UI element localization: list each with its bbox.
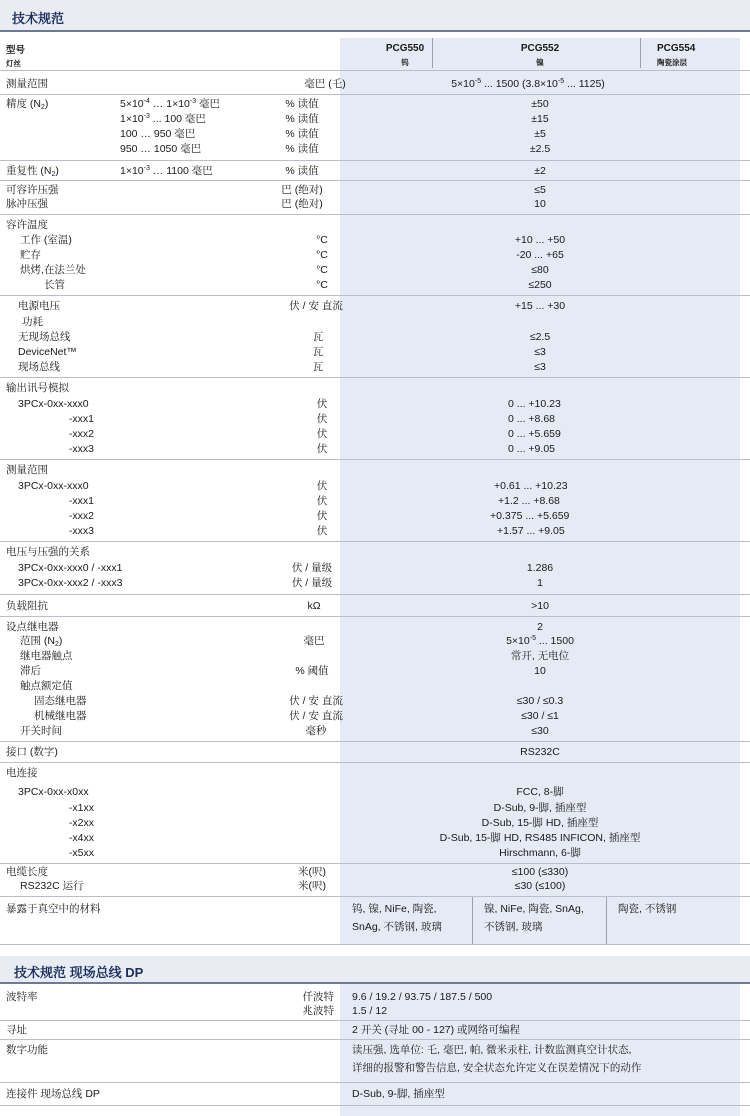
output-unit: 伏 <box>316 398 328 410</box>
electrical-model: -x5xx <box>68 847 94 859</box>
accuracy-unit: % 读值 <box>285 128 319 140</box>
interface-label: 接口 (数字) <box>6 746 58 758</box>
digital-function-label: 数字功能 <box>6 1044 48 1056</box>
electrical-value: D-Sub, 15-脚 HD, 插座型 <box>481 817 599 829</box>
temp-unit: °C <box>316 279 328 291</box>
repeatability-value: ±2 <box>534 165 546 177</box>
accuracy-label: 精度 $(N_2)$ <box>6 98 49 111</box>
power-value: ≤3 <box>534 346 546 358</box>
output-range-unit: 伏 <box>316 495 328 507</box>
output-range-value: +1.57 ... +9.05 <box>497 525 565 537</box>
power-consumption-label: 功耗 <box>22 316 43 328</box>
hysteresis-label: 滞后 <box>20 665 41 677</box>
output-range-model: -xxx3 <box>68 525 94 537</box>
load-resistance-unit: kΩ <box>307 600 321 612</box>
row-rule <box>0 459 750 460</box>
address-label: 寻址 <box>6 1024 27 1036</box>
materials-pcg554: 陶瓷, 不锈钢 <box>618 903 677 915</box>
model-pcg550: PCG550 <box>385 43 425 54</box>
temp-bakeout-label: 烘烤,在法兰处 <box>20 264 86 276</box>
row-rule <box>0 863 750 864</box>
kbaud-value: 9.6 / 19.2 / 93.75 / 187.5 / 500 <box>352 991 493 1003</box>
output-analog-label: 输出讯号模拟 <box>6 382 69 394</box>
mbaud-label: 兆波特 <box>302 1005 334 1017</box>
materials-pcg550: SnAg, 不锈钢, 玻璃 <box>352 921 442 933</box>
output-range-unit: 伏 <box>316 480 328 492</box>
power-devicenet-label: DeviceNet™ <box>18 346 77 358</box>
row-rule <box>0 944 750 945</box>
output-unit: 伏 <box>316 443 328 455</box>
vp-value: 1 <box>537 577 543 589</box>
burst-pressure-label: 脉冲压强 <box>6 198 48 210</box>
kbaud-label: 仟波特 <box>302 991 334 1003</box>
voltage-pressure-label: 电压与压强的关系 <box>6 546 90 558</box>
measuring-range-value: $5\times 10^{-5}$ ... 1500 ($3.8\times 10^{-5}$ ... 1125) <box>451 78 605 90</box>
materials-pcg552: 不锈钢, 玻璃 <box>484 921 543 933</box>
burst-pressure-unit: 巴 (绝对) <box>281 198 323 210</box>
setpoint-value: 2 <box>537 621 543 633</box>
filament-label: 灯丝 <box>6 59 21 68</box>
mbaud-value: 1.5 / 12 <box>352 1005 388 1017</box>
allowable-pressure-value: ≤5 <box>534 184 546 196</box>
allowable-pressure-unit: 巴 (绝对) <box>281 184 323 196</box>
electrical-value: D-Sub, 9-脚, 插座型 <box>493 802 587 814</box>
row-rule <box>0 741 750 742</box>
output-unit: 伏 <box>316 413 328 425</box>
accuracy-value: ±15 <box>531 113 549 125</box>
model-label: 型号 <box>6 45 26 56</box>
power-value: ≤3 <box>534 361 546 373</box>
electrical-model: -x4xx <box>68 832 94 844</box>
accuracy-range: 100 … 950 毫巴 <box>120 128 196 140</box>
col-separator <box>432 38 433 68</box>
power-fieldbus-label: 现场总线 <box>18 361 60 373</box>
row-rule <box>0 1039 750 1040</box>
temp-value: ≤80 <box>531 264 549 276</box>
vp-model: 3PCx-0xx-xxx2 / -xxx3 <box>18 577 123 589</box>
rs232-run-unit: 米(呎) <box>298 880 326 892</box>
row-rule <box>0 295 750 296</box>
temperature-label: 容许温度 <box>6 219 48 231</box>
output-range-value: +0.375 ... +5.659 <box>490 510 570 522</box>
load-resistance-value: >10 <box>531 600 549 612</box>
supply-voltage-unit: 伏 / 安 直流 <box>289 300 343 312</box>
power-no-fieldbus-label: 无现场总线 <box>18 331 71 343</box>
relay-contact-value: 常开, 无电位 <box>510 650 570 662</box>
electrical-model: -x1xx <box>68 802 94 814</box>
output-range-value: +0.61 ... +10.23 <box>494 480 568 492</box>
mech-relay-value: ≤30 / ≤1 <box>521 710 559 722</box>
repeatability-range: $1\times 10^{-3}$ … 1100 毫巴 <box>120 165 213 177</box>
output-range-label: 测量范围 <box>6 464 48 476</box>
row-rule <box>0 160 750 161</box>
switching-time-label: 开关时间 <box>20 725 62 737</box>
repeatability-unit: % 读值 <box>285 165 319 177</box>
row-rule <box>0 1105 750 1106</box>
row-rule <box>0 762 750 763</box>
switching-time-unit: 毫秒 <box>305 725 327 737</box>
row-rule <box>0 180 750 181</box>
output-range-unit: 伏 <box>316 525 328 537</box>
materials-pcg552: 镍, NiFe, 陶瓷, SnAg, <box>484 903 584 915</box>
electrical-model: -x2xx <box>68 817 94 829</box>
temp-unit: °C <box>316 234 328 246</box>
row-rule <box>0 594 750 595</box>
row-rule <box>0 1082 750 1083</box>
temp-storage-label: 贮存 <box>20 249 41 261</box>
filament-pcg550: 钨 <box>401 58 409 67</box>
filament-pcg552: 镍 <box>536 58 544 67</box>
accuracy-range: $5\times 10^{-4}$ … $1\times 10^{-3}$ 毫巴 <box>120 98 221 110</box>
power-unit: 瓦 <box>312 331 324 343</box>
accuracy-unit: % 读值 <box>285 143 319 155</box>
filament-pcg554: 陶瓷涂层 <box>657 58 687 67</box>
output-range-model: 3PCx-0xx-xxx0 <box>18 480 89 492</box>
output-range-model: -xxx1 <box>68 495 94 507</box>
solid-relay-label: 固态继电器 <box>34 695 87 707</box>
title-band <box>0 0 750 30</box>
title-rule <box>0 30 750 32</box>
accuracy-unit: % 读值 <box>285 113 319 125</box>
accuracy-unit: % 读值 <box>285 98 319 110</box>
dp-title: 技术规范 现场总线 DP <box>14 965 144 980</box>
col-separator <box>640 38 641 68</box>
measuring-range-unit: 毫巴 (乇) <box>304 78 346 90</box>
output-value: 0 ... +10.23 <box>508 398 561 410</box>
col-separator <box>472 896 473 944</box>
output-range-value: +1.2 ... +8.68 <box>498 495 560 507</box>
baud-label: 波特率 <box>6 991 38 1003</box>
row-rule <box>0 896 750 897</box>
electrical-label: 电连接 <box>6 767 38 779</box>
relay-contact-label: 继电器触点 <box>20 650 73 662</box>
electrical-value: D-Sub, 15-脚 HD, RS485 INFICON, 插座型 <box>439 832 641 844</box>
cable-length-label: 电缆长度 <box>6 866 48 878</box>
solid-relay-value: ≤30 / ≤0.3 <box>516 695 564 707</box>
power-value: ≤2.5 <box>529 331 551 343</box>
materials-label: 暴露于真空中的材料 <box>6 903 101 915</box>
temp-unit: °C <box>316 264 328 276</box>
solid-relay-unit: 伏 / 安 直流 <box>289 695 343 707</box>
row-rule <box>0 541 750 542</box>
col-separator <box>606 896 607 944</box>
vp-unit: 伏 / 量级 <box>291 577 333 589</box>
electrical-model: 3PCx-0xx-x0xx <box>18 786 89 798</box>
cable-length-value: ≤100 (≤330) <box>511 866 569 878</box>
electrical-value: FCC, 8-脚 <box>516 786 564 798</box>
temp-value: ≤250 <box>528 279 552 291</box>
row-rule <box>0 377 750 378</box>
electrical-value: Hirschmann, 6-脚 <box>499 847 581 859</box>
output-range-model: -xxx2 <box>68 510 94 522</box>
interface-value: RS232C <box>520 746 560 758</box>
output-model: -xxx1 <box>68 413 94 425</box>
vp-value: 1.286 <box>526 562 554 574</box>
power-unit: 瓦 <box>312 346 324 358</box>
vp-unit: 伏 / 量级 <box>291 562 333 574</box>
output-model: -xxx3 <box>68 443 94 455</box>
temp-operating-label: 工作 (室温) <box>20 234 72 246</box>
row-rule <box>0 616 750 617</box>
temp-value: +10 ... +50 <box>514 234 566 246</box>
load-resistance-label: 负载阻抗 <box>6 600 48 612</box>
temp-value: -20 ... +65 <box>516 249 564 261</box>
measuring-range-label: 测量范围 <box>6 78 48 90</box>
digital-function-line: 读压强, 选单位: 乇, 毫巴, 帕, 微米汞柱, 计数监测真空计状态, <box>352 1044 632 1056</box>
output-model: -xxx2 <box>68 428 94 440</box>
dp-connector-value: D-Sub, 9-脚, 插座型 <box>352 1088 445 1100</box>
temp-tube-label: 长管 <box>44 279 65 291</box>
header-rule <box>0 70 750 71</box>
hysteresis-value: 10 <box>534 665 546 677</box>
supply-voltage-label: 电源电压 <box>18 300 60 312</box>
allowable-pressure-label: 可容许压强 <box>6 184 59 196</box>
temp-unit: °C <box>316 249 328 261</box>
row-rule <box>0 214 750 215</box>
materials-pcg550: 钨, 镍, NiFe, 陶瓷, <box>352 903 437 915</box>
setpoint-range-unit: 毫巴 <box>303 635 325 647</box>
switching-time-value: ≤30 <box>531 725 549 737</box>
output-value: 0 ... +5.659 <box>508 428 561 440</box>
rs232-run-value: ≤30 (≤100) <box>514 880 566 892</box>
output-value: 0 ... +9.05 <box>508 443 555 455</box>
accuracy-value: ±5 <box>534 128 546 140</box>
vp-model: 3PCx-0xx-xxx0 / -xxx1 <box>18 562 123 574</box>
output-value: 0 ... +8.68 <box>508 413 555 425</box>
spec-title: 技术规范 <box>12 11 65 26</box>
output-model: 3PCx-0xx-xxx0 <box>18 398 89 410</box>
address-value: 2 开关 (寻址 00 - 127) 或网络可编程 <box>352 1024 521 1036</box>
row-rule <box>0 1020 750 1021</box>
mech-relay-unit: 伏 / 安 直流 <box>289 710 343 722</box>
output-unit: 伏 <box>316 428 328 440</box>
power-unit: 瓦 <box>312 361 324 373</box>
model-pcg552: PCG552 <box>520 43 560 54</box>
cable-length-unit: 米(呎) <box>298 866 326 878</box>
burst-pressure-value: 10 <box>534 198 546 210</box>
accuracy-value: ±50 <box>531 98 549 110</box>
mech-relay-label: 机械继电器 <box>34 710 87 722</box>
row-rule <box>0 94 750 95</box>
model-pcg554: PCG554 <box>657 43 696 54</box>
setpoint-range-label: 范围 $(N_2)$ <box>20 635 63 648</box>
contact-rating-label: 触点额定值 <box>20 680 73 692</box>
output-range-unit: 伏 <box>316 510 328 522</box>
accuracy-value: ±2.5 <box>529 143 551 155</box>
setpoint-label: 设点继电器 <box>6 621 59 633</box>
digital-function-line: 详细的报警和警告信息, 安全状态允许定义在误差情况下的动作 <box>352 1062 642 1074</box>
accuracy-range: $1\times 10^{-3}$ ... 100 毫巴 <box>120 113 206 125</box>
repeatability-label: 重复性 $(N_2)$ <box>6 165 59 178</box>
supply-voltage-value: +15 ... +30 <box>514 300 566 312</box>
rs232-run-label: RS232C 运行 <box>20 880 84 892</box>
dp-connector-label: 连接件 现场总线 DP <box>6 1088 100 1100</box>
setpoint-range-value: $5\times 10^{-5}$ ... 1500 <box>506 635 574 647</box>
accuracy-range: 950 … 1050 毫巴 <box>120 143 202 155</box>
hysteresis-unit: % 阈值 <box>295 665 329 677</box>
